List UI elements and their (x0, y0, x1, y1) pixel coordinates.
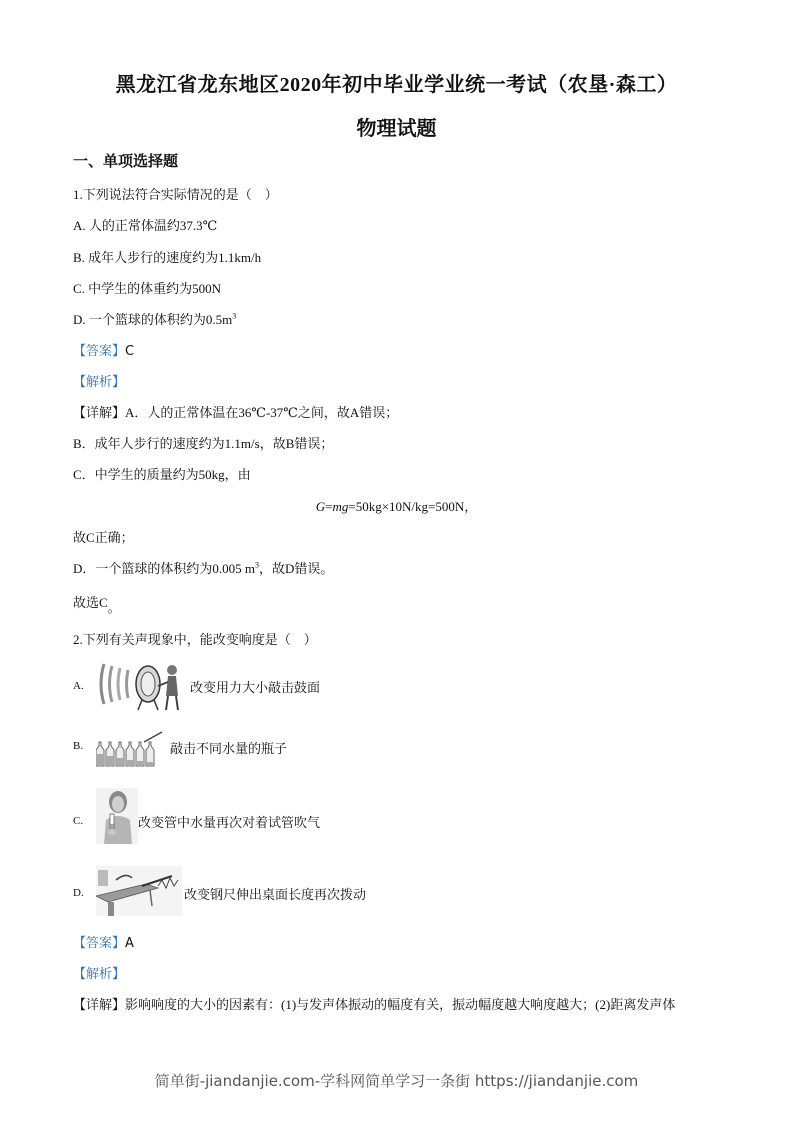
q2-option-a-text: 改变用力大小敲击鼓面 (190, 680, 321, 695)
exam-title: 黑龙江省龙东地区2020年初中毕业学业统一考试（农垦·森工） (115, 74, 678, 96)
q1-conclusion-end: 。 (107, 600, 121, 615)
q2-option-c-text: 改变管中水量再次对着试管吹气 (138, 815, 321, 830)
q1-answer-row (73, 340, 134, 359)
q2-option-d-label: D. (73, 887, 84, 899)
q2-answer-tag: 【答案】 (73, 935, 126, 950)
q1-analysis-tag: 【解析】 (73, 374, 126, 389)
q1-detail-a: A．人的正常体温在36℃-37℃之间，故A错误； (125, 405, 399, 420)
blowing-tube-illustration (96, 788, 138, 844)
q1-answer-tag: 【答案】 (73, 343, 126, 358)
q1-answer-value: C (125, 344, 135, 359)
q1-option-d (73, 309, 236, 328)
bottles-illustration (96, 730, 164, 768)
q1-detail-a-row (73, 402, 398, 421)
q1-option-b: B. 成年人步行的速度约为1.1km/h (73, 250, 262, 265)
q2-option-b-label: B. (73, 740, 84, 752)
q2-stem: 2.下列有关声现象中，能改变响度是（ ） (73, 632, 317, 647)
q1-stem: 1.下列说法符合实际情况的是（ ） (73, 187, 278, 202)
q2-option-d-text: 改变钢尺伸出桌面长度再次拨动 (184, 887, 367, 902)
q1-detail-b: B．成年人步行的速度约为1.1m/s，故B错误； (73, 436, 334, 451)
ruler-desk-illustration (96, 866, 182, 916)
q1-detail-d-end: ，故D错误。 (259, 561, 334, 576)
q2-answer-row (73, 932, 134, 951)
q2-analysis-tag: 【解析】 (73, 966, 126, 981)
q2-option-b-text: 敲击不同水量的瓶子 (170, 741, 288, 756)
q2-option-a-label: A. (73, 680, 84, 692)
q1-conclusion-text: 故选C (73, 595, 108, 610)
q1-option-d-sup: 3 (232, 311, 237, 321)
section-heading: 一、单项选择题 (73, 154, 179, 170)
q1-formula (0, 496, 793, 515)
exam-subtitle: 物理试题 (356, 118, 437, 140)
q1-formula-rest: =50kg×10N/kg=500N， (348, 499, 478, 514)
q1-option-c: C. 中学生的体重约为500N (73, 281, 222, 296)
q1-detail-tag: 【详解】 (73, 405, 126, 420)
q1-detail-c: C．中学生的质量约为50kg，由 (73, 467, 251, 482)
drum-illustration (96, 656, 184, 712)
q1-detail-d-sup: 3 (255, 560, 260, 570)
q2-detail-row (73, 994, 675, 1013)
q1-detail-d-text: D．一个篮球的体积约为0.005 m (73, 561, 256, 576)
page-footer: 简单街-jiandanjie.com-学科网简单学习一条街 https://jiandanjie.com (154, 1072, 639, 1090)
q1-detail-d (73, 558, 333, 577)
q2-detail: 影响响度的大小的因素有：(1)与发声体振动的幅度有关，振动幅度越大响度越大；(2)距离发声体 (125, 997, 676, 1012)
q2-answer-value: A (125, 936, 134, 951)
q1-formula-g: G (315, 499, 326, 514)
q2-option-c-label: C. (73, 815, 84, 827)
q1-formula-eq: = (325, 499, 333, 514)
q1-detail-c2: 故C正确； (73, 530, 134, 545)
q1-conclusion (73, 592, 121, 615)
q1-formula-mg: mg (332, 499, 349, 514)
q2-detail-tag: 【详解】 (73, 997, 126, 1012)
q1-option-d-text: D. 一个篮球的体积约为0.5m (73, 312, 233, 327)
q1-option-a: A. 人的正常体温约37.3℃ (73, 218, 218, 233)
